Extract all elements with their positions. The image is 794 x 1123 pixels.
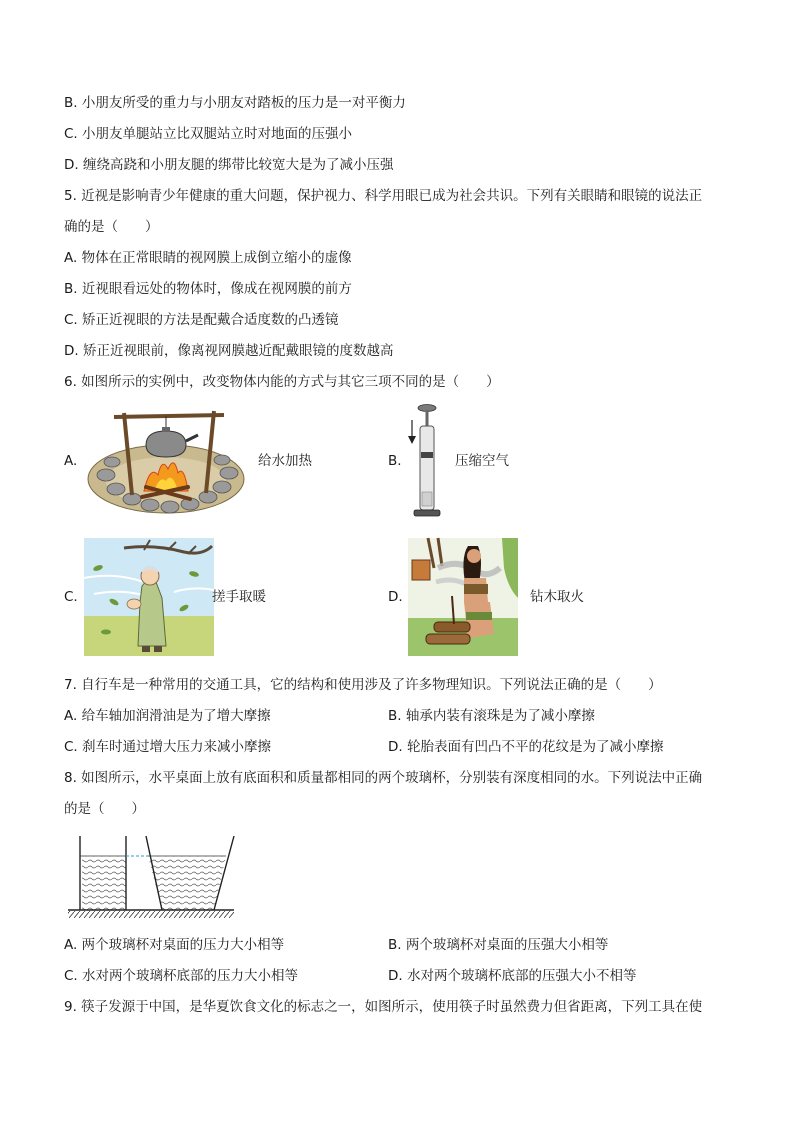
q6-option-c-letter: C.	[64, 589, 78, 605]
q5-option-c: C. 矫正近视眼的方法是配戴合适度数的凸透镜	[64, 312, 339, 328]
q6-option-d-letter: D.	[388, 589, 403, 605]
q6-option-a-caption: 给水加热	[258, 453, 312, 469]
q5-option-d: D. 矫正近视眼前，像离视网膜越近配戴眼镜的度数越高	[64, 343, 394, 359]
q7-option-c: C. 刹车时通过增大压力来减小摩擦	[64, 739, 272, 755]
drilling-wood-fire-illustration	[408, 538, 518, 656]
q7-option-d: D. 轮胎表面有凹凸不平的花纹是为了减小摩擦	[388, 739, 664, 755]
q7-option-a: A. 给车轴加润滑油是为了增大摩擦	[64, 708, 271, 724]
q7-option-b: B. 轴承内装有滚珠是为了减小摩擦	[388, 708, 595, 724]
q6-option-d-caption: 钻木取火	[530, 589, 584, 605]
q6-stem: 6. 如图所示的实例中，改变物体内能的方式与其它三项不同的是（ ）	[64, 374, 500, 390]
q8-stem-line2: 的是（ ）	[64, 801, 145, 817]
q8-option-b: B. 两个玻璃杯对桌面的压强大小相等	[388, 937, 609, 953]
q6-option-b-caption: 压缩空气	[455, 453, 509, 469]
two-glass-cups-diagram	[64, 834, 236, 920]
q9-stem-line1: 9. 筷子发源于中国，是华夏饮食文化的标志之一，如图所示，使用筷子时虽然费力但省距离，下列工具在使	[64, 999, 703, 1015]
q8-stem-line1: 8. 如图所示，水平桌面上放有底面积和质量都相同的两个玻璃杯，分别装有深度相同的水。下列说法中正确	[64, 770, 703, 786]
q4-option-d: D. 缠绕高跷和小朋友腿的绑带比较宽大是为了减小压强	[64, 157, 394, 173]
q7-stem: 7. 自行车是一种常用的交通工具，它的结构和使用涉及了许多物理知识。下列说法正确的是（ ）	[64, 677, 662, 693]
q8-option-c: C. 水对两个玻璃杯底部的压力大小相等	[64, 968, 299, 984]
q8-option-d: D. 水对两个玻璃杯底部的压强大小不相等	[388, 968, 637, 984]
q5-option-a: A. 物体在正常眼睛的视网膜上成倒立缩小的虚像	[64, 250, 352, 266]
campfire-kettle-illustration	[84, 405, 249, 517]
q5-stem-line1: 5. 近视是影响青少年健康的重大问题，保护视力、科学用眼已成为社会共识。下列有关眼睛和眼镜的说法正	[64, 188, 703, 204]
q4-option-b: B. 小朋友所受的重力与小朋友对踏板的压力是一对平衡力	[64, 95, 406, 111]
q4-option-c: C. 小朋友单腿站立比双腿站立时对地面的压强小	[64, 126, 353, 142]
air-compression-tube-illustration	[404, 402, 444, 520]
q6-option-c-caption: 搓手取暖	[212, 589, 266, 605]
q8-option-a: A. 两个玻璃杯对桌面的压力大小相等	[64, 937, 285, 953]
q5-option-b: B. 近视眼看远处的物体时，像成在视网膜的前方	[64, 281, 352, 297]
q5-stem-line2: 确的是（ ）	[64, 219, 159, 235]
q6-option-a-letter: A.	[64, 453, 78, 469]
q6-option-b-letter: B.	[388, 453, 402, 469]
rubbing-hands-illustration	[84, 538, 214, 656]
